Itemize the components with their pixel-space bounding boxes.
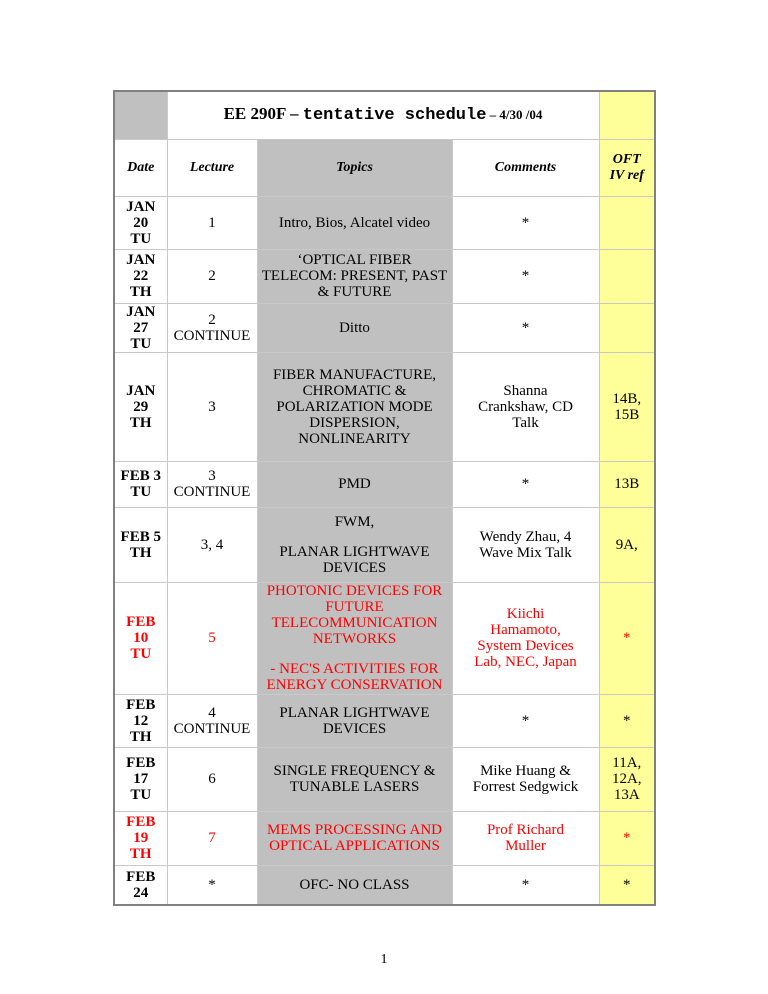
lecture-line: 5 (208, 630, 216, 646)
oft-line (604, 216, 651, 230)
topics-line (262, 647, 448, 661)
cell-oft (599, 249, 655, 303)
cell-date (114, 461, 167, 507)
cell-topics (257, 694, 452, 747)
title-date: – 4/30 /04 (486, 107, 543, 123)
oft-line: * (623, 712, 631, 729)
topics-line: TELECOM: PRESENT, PAST (261, 268, 448, 284)
title-row (114, 91, 655, 139)
title-corner-cell (114, 91, 167, 139)
cell-lecture (167, 249, 257, 303)
comments-line: Mike Huang & (480, 763, 571, 779)
comments-line: * (521, 319, 530, 336)
cell-topics (257, 507, 452, 582)
title-subtitle: tentative schedule (302, 106, 487, 126)
cell-oft (599, 694, 655, 747)
date-line: TH (129, 728, 152, 745)
date-line: TU (130, 787, 152, 803)
lecture-line: 3, 4 (200, 536, 224, 553)
cell-comments (452, 582, 599, 694)
topics-line: TUNABLE LASERS (289, 779, 420, 795)
cell-date (114, 811, 167, 865)
lecture-line: CONTINUE (173, 484, 251, 500)
topics-line: PLANAR LIGHTWAVE (279, 704, 430, 721)
cell-lecture (167, 865, 257, 905)
date-line: TH (129, 284, 152, 300)
date-line: TH (129, 846, 152, 862)
cell-topics (257, 249, 452, 303)
topics-line: PHOTONIC DEVICES FOR (266, 583, 443, 599)
date-line: TU (130, 646, 152, 662)
topics-line: Ditto (339, 319, 370, 336)
lecture-line: * (208, 876, 216, 893)
cell-lecture (167, 694, 257, 747)
topics-line: PLANAR LIGHTWAVE (279, 543, 430, 560)
date-line: FEB 17 (126, 755, 156, 787)
date-line: TU (130, 484, 152, 500)
header-date: Date (114, 139, 167, 196)
topics-line: FUTURE (325, 599, 384, 615)
topics-line: MEMS PROCESSING AND (266, 822, 443, 838)
schedule-table (113, 90, 656, 906)
cell-comments (452, 694, 599, 747)
cell-oft (599, 747, 655, 811)
lecture-line: 1 (208, 214, 216, 231)
date-line: JAN 27 (126, 303, 156, 336)
lecture-line: 2 (208, 268, 216, 284)
cell-comments (452, 461, 599, 507)
cell-topics (257, 747, 452, 811)
cell-oft (599, 352, 655, 461)
schedule-row (114, 461, 655, 507)
header-oft (599, 139, 655, 196)
comments-line: Crankshaw, CD (478, 398, 573, 415)
topics-line: PMD (338, 476, 371, 492)
cell-topics (257, 865, 452, 905)
cell-oft (599, 303, 655, 352)
header-oft-line2: IV ref (609, 167, 644, 183)
topics-line: SINGLE FREQUENCY & (273, 763, 436, 779)
cell-oft (599, 811, 655, 865)
oft-line: 12A, (611, 771, 642, 787)
header-comments: Comments (452, 139, 599, 196)
schedule-row (114, 196, 655, 249)
cell-lecture (167, 461, 257, 507)
topics-line: CHROMATIC & (302, 382, 407, 399)
cell-comments (452, 303, 599, 352)
cell-lecture (167, 747, 257, 811)
topics-line: DEVICES (322, 720, 387, 737)
header-row (114, 139, 655, 196)
date-line: JAN 29 (126, 382, 156, 415)
comments-line: Lab, NEC, Japan (474, 654, 577, 670)
cell-comments (452, 865, 599, 905)
topics-line: FIBER MANUFACTURE, (272, 366, 437, 383)
oft-line: * (623, 876, 631, 893)
topics-line: OFC- NO CLASS (299, 876, 410, 893)
schedule-row (114, 303, 655, 352)
oft-line: 14B, (612, 390, 642, 407)
topics-line: OPTICAL APPLICATIONS (269, 838, 440, 854)
topics-line: - NEC'S ACTIVITIES FOR (270, 661, 439, 677)
topics-line: FWM, (334, 513, 375, 530)
date-line: FEB 24 (126, 868, 156, 901)
cell-comments (452, 507, 599, 582)
comments-line: Prof Richard (486, 822, 565, 838)
oft-line: * (623, 830, 631, 846)
cell-date (114, 747, 167, 811)
topics-line: NETWORKS (312, 631, 397, 647)
lecture-line: 6 (208, 771, 216, 787)
cell-oft (599, 461, 655, 507)
date-line: JAN 20 (126, 198, 156, 231)
oft-line: 11A, (612, 755, 642, 771)
cell-date (114, 303, 167, 352)
comments-line: Muller (505, 838, 546, 854)
lecture-line: 3 (208, 468, 216, 484)
oft-line (604, 269, 651, 283)
date-line: FEB 12 (126, 696, 156, 729)
schedule-row (114, 811, 655, 865)
topics-line: ENERGY CONSERVATION (266, 677, 443, 693)
date-line: TU (130, 230, 152, 247)
date-line: TH (129, 414, 152, 431)
cell-topics (257, 811, 452, 865)
comments-line: * (521, 268, 530, 284)
comments-line: * (521, 876, 530, 893)
cell-lecture (167, 582, 257, 694)
date-line: FEB 5 (120, 528, 161, 545)
cell-date (114, 582, 167, 694)
schedule-row (114, 352, 655, 461)
cell-date (114, 196, 167, 249)
lecture-line: CONTINUE (173, 720, 251, 737)
cell-lecture (167, 352, 257, 461)
topics-line: & FUTURE (317, 284, 392, 300)
cell-topics (257, 461, 452, 507)
cell-date (114, 249, 167, 303)
oft-line: 9A, (615, 536, 638, 553)
topics-line: POLARIZATION MODE (276, 398, 433, 415)
date-line: FEB 3 (120, 468, 161, 484)
date-line: TH (129, 544, 152, 561)
cell-comments (452, 811, 599, 865)
cell-lecture (167, 811, 257, 865)
comments-line: Wave Mix Talk (479, 544, 572, 561)
cell-comments (452, 747, 599, 811)
cell-lecture (167, 507, 257, 582)
date-line: FEB 19 (126, 814, 156, 846)
comments-line: Wendy Zhau, 4 (479, 528, 572, 545)
schedule-title (167, 91, 599, 139)
schedule-row (114, 249, 655, 303)
topics-line: DEVICES (322, 559, 387, 576)
oft-line (604, 321, 651, 335)
title-dash: – (285, 104, 303, 124)
cell-topics (257, 352, 452, 461)
lecture-line: CONTINUE (173, 327, 251, 344)
topics-line (262, 530, 448, 544)
cell-comments (452, 249, 599, 303)
topics-line: DISPERSION, (309, 414, 400, 431)
oft-line: 15B (614, 406, 640, 423)
topics-line: Intro, Bios, Alcatel video (278, 214, 431, 231)
schedule-row (114, 582, 655, 694)
cell-date (114, 694, 167, 747)
cell-topics (257, 582, 452, 694)
cell-comments (452, 196, 599, 249)
header-topics: Topics (257, 139, 452, 196)
date-line: FEB 10 (126, 614, 156, 646)
schedule-row (114, 747, 655, 811)
course-code: EE 290F (223, 104, 286, 124)
comments-line: * (521, 214, 530, 231)
header-lecture: Lecture (167, 139, 257, 196)
cell-comments (452, 352, 599, 461)
oft-line: * (623, 630, 631, 646)
cell-topics (257, 303, 452, 352)
header-oft-line1: OFT (612, 151, 641, 167)
comments-line: Forrest Sedgwick (472, 779, 579, 795)
cell-date (114, 352, 167, 461)
cell-topics (257, 196, 452, 249)
oft-line: 13A (613, 787, 640, 803)
cell-oft (599, 507, 655, 582)
cell-oft (599, 196, 655, 249)
topics-line: ‘OPTICAL FIBER (297, 252, 412, 268)
cell-lecture (167, 303, 257, 352)
oft-line: 13B (614, 476, 640, 492)
page-number: 1 (380, 952, 388, 967)
comments-line: * (521, 476, 530, 492)
lecture-line: 2 (208, 311, 216, 328)
cell-date (114, 507, 167, 582)
schedule-row (114, 694, 655, 747)
cell-date (114, 865, 167, 905)
lecture-line: 4 (208, 704, 216, 721)
comments-line: Kiichi (506, 606, 545, 622)
date-line: TU (130, 335, 152, 352)
comments-line: Hamamoto, (490, 622, 561, 638)
date-line: JAN 22 (126, 252, 156, 284)
lecture-line: 7 (208, 830, 216, 846)
comments-line: * (521, 712, 530, 729)
cell-oft (599, 865, 655, 905)
cell-oft (599, 582, 655, 694)
comments-line: Talk (512, 414, 539, 431)
schedule-row (114, 865, 655, 905)
schedule-row (114, 507, 655, 582)
lecture-line: 3 (208, 398, 216, 415)
cell-lecture (167, 196, 257, 249)
topics-line: NONLINEARITY (298, 430, 411, 447)
comments-line: System Devices (477, 638, 574, 654)
comments-line: Shanna (503, 382, 548, 399)
title-oft-cell (599, 91, 655, 139)
topics-line: TELECOMMUNICATION (271, 615, 438, 631)
